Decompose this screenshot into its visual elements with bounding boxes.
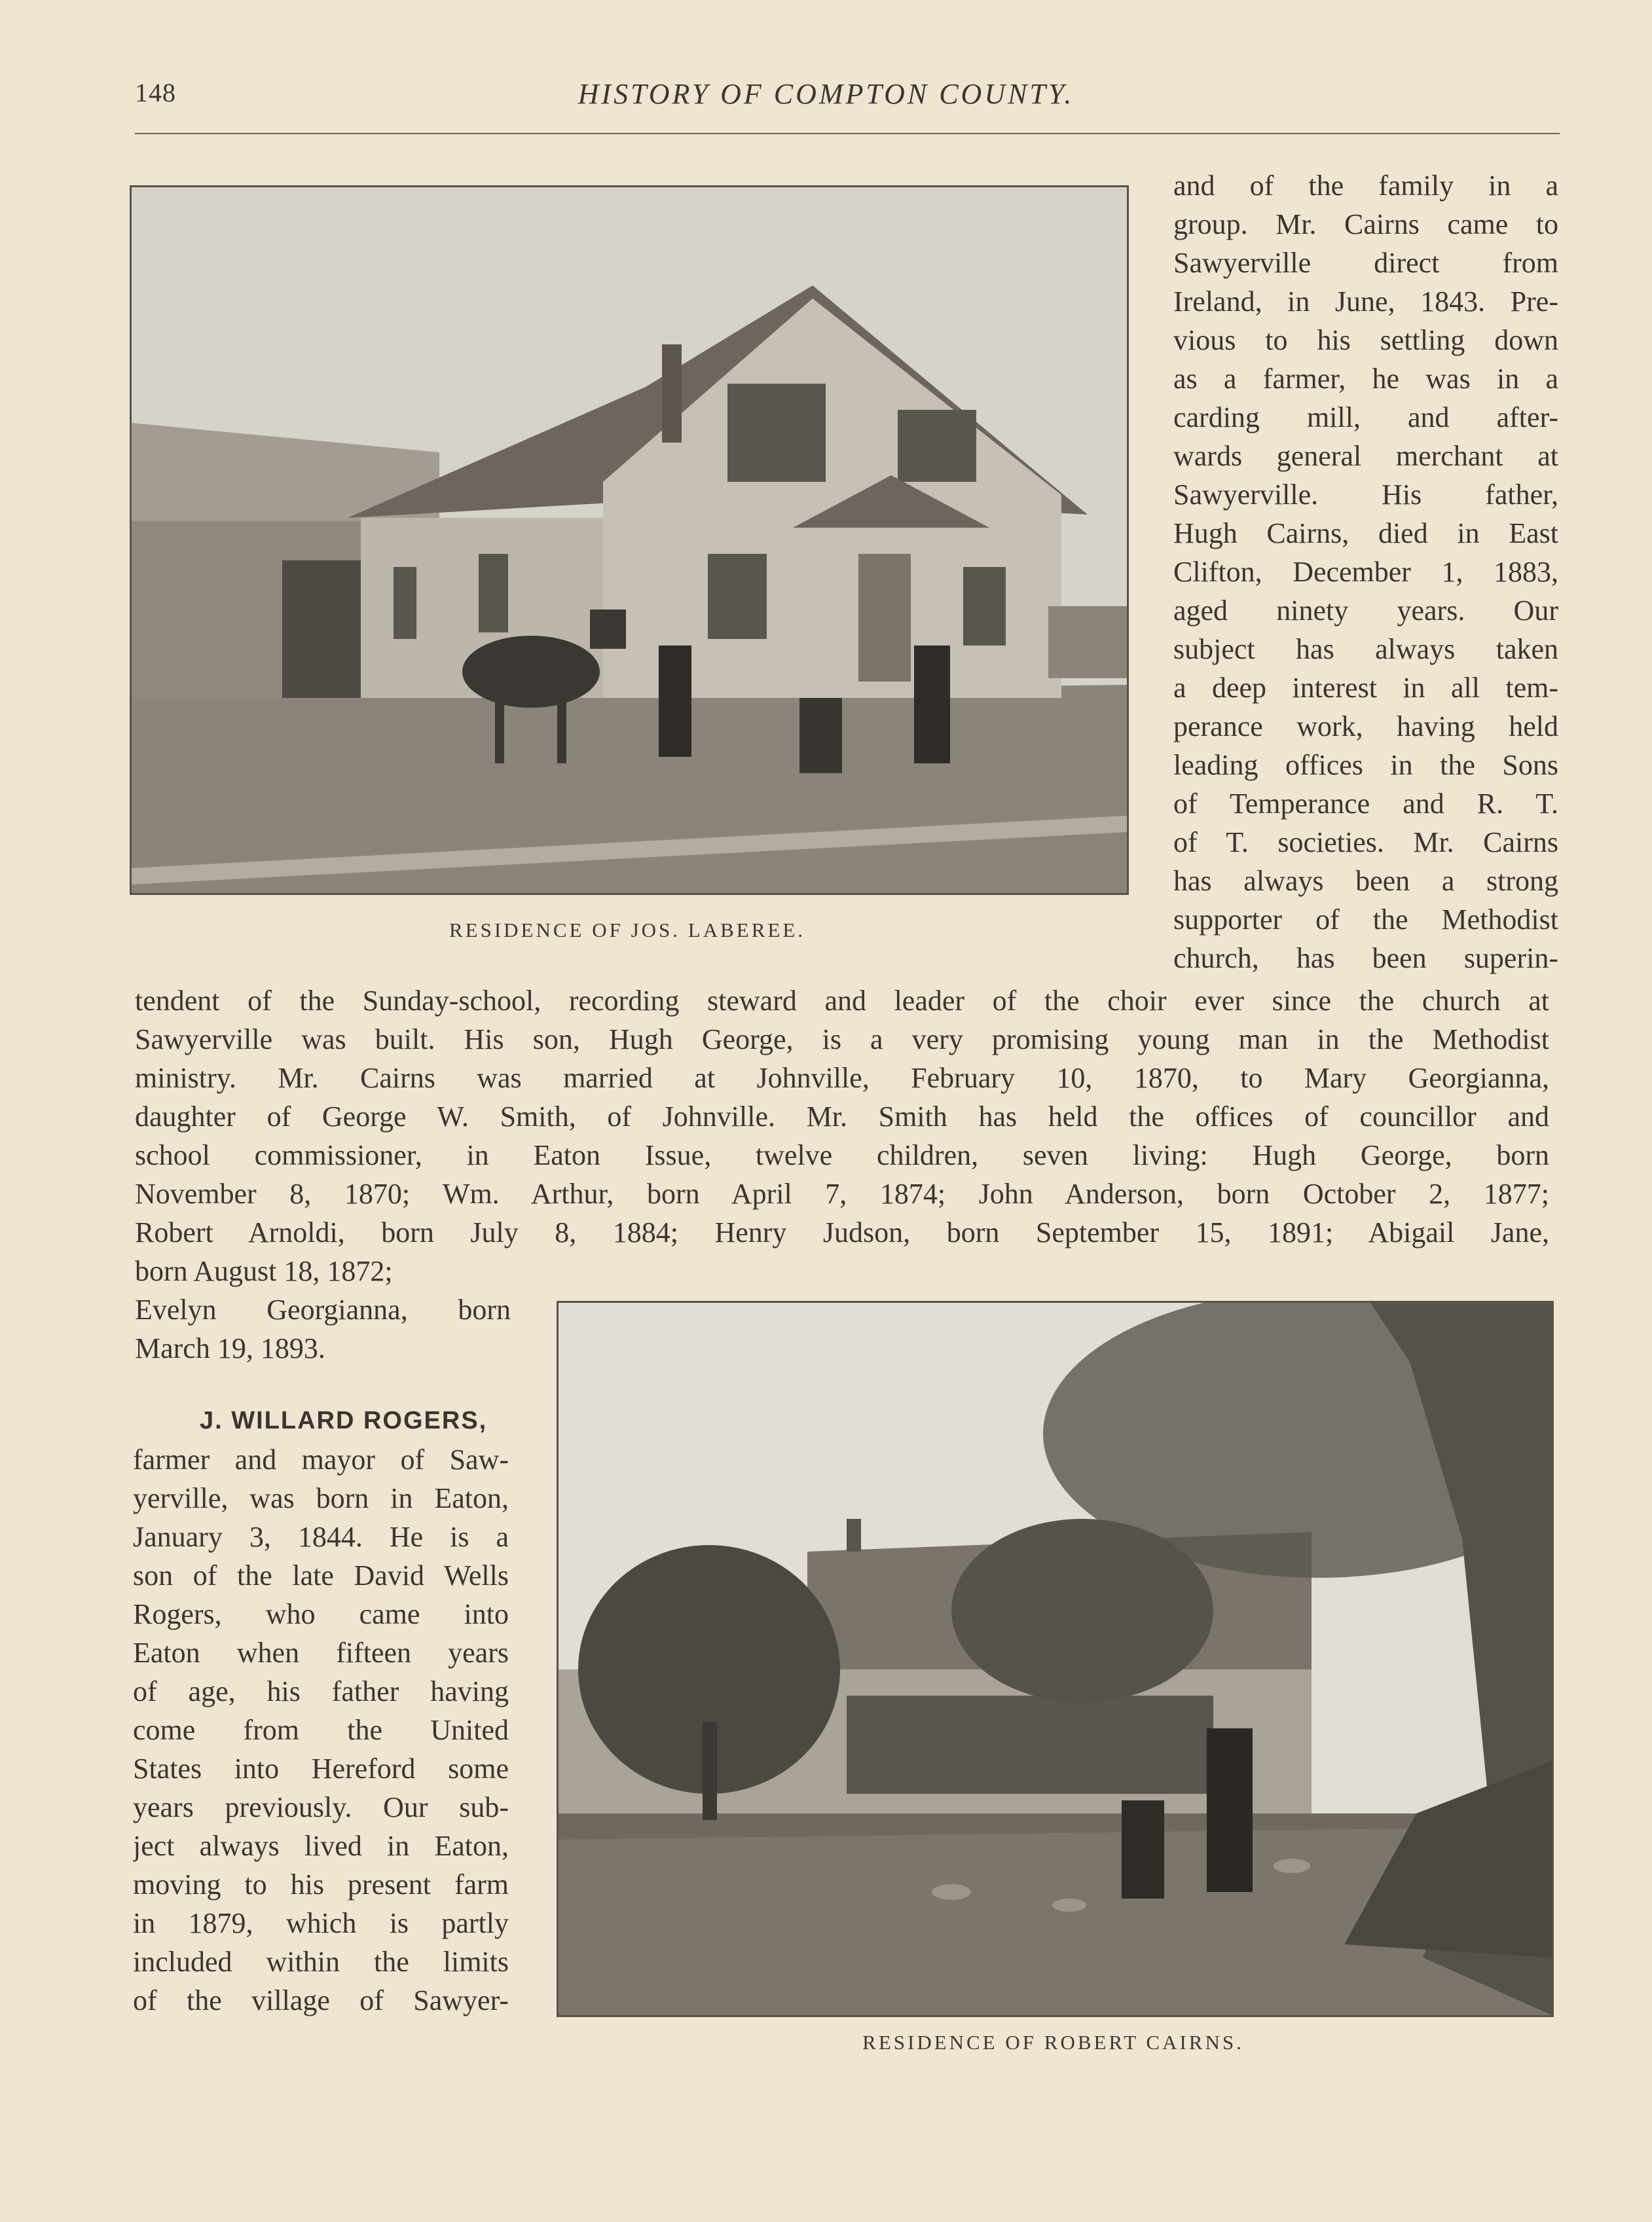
text-line: of the village of Sawyer- [133,1984,509,2016]
photo-residence-cairns [557,1301,1554,2017]
text-line: Clifton, December 1, 1883, [1173,556,1558,588]
caption-residence-laberee: RESIDENCE OF JOS. LABEREE. [449,919,806,941]
text-line: Robert Arnoldi, born July 8, 1884; Henry Judson, born September 15, 1891; Abigail Jane, [135,1216,1549,1248]
text-line: Ireland, in June, 1843. Pre- [1173,285,1558,318]
text-line: subject has always taken [1173,633,1558,665]
text-line: included within the limits [133,1946,509,1978]
text-line: yerville, was born in Eaton, [133,1482,509,1514]
page-number: 148 [135,78,176,107]
text-line: Eaton when fifteen years [133,1637,509,1669]
text-line: a deep interest in all tem- [1173,672,1558,704]
text-line: ministry. Mr. Cairns was married at Johnville, February 10, 1870, to Mary Georgianna, [135,1062,1549,1094]
text-line: March 19, 1893. [135,1332,325,1364]
text-line: Sawyerville was built. His son, Hugh George, is a very promising young man in the Methodist [135,1023,1549,1055]
caption-residence-cairns: RESIDENCE OF ROBERT CAIRNS. [862,2031,1244,2054]
text-line: group. Mr. Cairns came to [1173,208,1558,240]
header-rule [135,133,1560,134]
text-line: Hugh Cairns, died in East [1173,517,1558,549]
text-line: perance work, having held [1173,710,1558,742]
text-line: aged ninety years. Our [1173,594,1558,627]
text-line: vious to his settling down [1173,324,1558,356]
text-line: son of the late David Wells [133,1559,509,1592]
text-line: November 8, 1870; Wm. Arthur, born April 7, 1874; John Anderson, born October 2, 1877; [135,1178,1549,1210]
text-line: years previously. Our sub- [133,1791,509,1823]
text-line: come from the United [133,1714,509,1746]
text-line: Evelyn Georgianna, born [135,1294,511,1326]
text-line: States into Hereford some [133,1753,509,1785]
text-line: of T. societies. Mr. Cairns [1173,826,1558,858]
text-line: daughter of George W. Smith, of Johnville. Mr. Smith has held the offices of councillor and [135,1101,1549,1133]
text-line: of Temperance and R. T. [1173,788,1558,820]
text-line: farmer and mayor of Saw- [133,1444,509,1476]
text-line: supporter of the Methodist [1173,903,1558,936]
photo-residence-laberee [130,185,1129,895]
text-line: Rogers, who came into [133,1598,509,1630]
text-line: tendent of the Sunday-school, recording steward and leader of the choir ever since the church at [135,985,1549,1017]
text-line: born August 18, 1872; [135,1255,393,1287]
section-heading: J. WILLARD ROGERS, [200,1407,488,1434]
text-line: leading offices in the Sons [1173,749,1558,781]
text-line: moving to his present farm [133,1868,509,1901]
text-line: in 1879, which is partly [133,1907,509,1939]
running-head: HISTORY OF COMPTON COUNTY. [578,78,1074,110]
text-line: carding mill, and after- [1173,401,1558,433]
text-line: wards general merchant at [1173,440,1558,472]
text-line: as a farmer, he was in a [1173,363,1558,395]
text-line: ject always lived in Eaton, [133,1830,509,1862]
text-line: January 3, 1844. He is a [133,1521,509,1553]
text-line: and of the family in a [1173,170,1558,202]
text-line: Sawyerville. His father, [1173,479,1558,511]
text-line: has always been a strong [1173,865,1558,897]
text-line: Sawyerville direct from [1173,247,1558,279]
text-line: of age, his father having [133,1675,509,1707]
text-line: church, has been superin- [1173,942,1558,974]
text-line: school commissioner, in Eaton Issue, twelve children, seven living: Hugh George, born [135,1139,1549,1171]
